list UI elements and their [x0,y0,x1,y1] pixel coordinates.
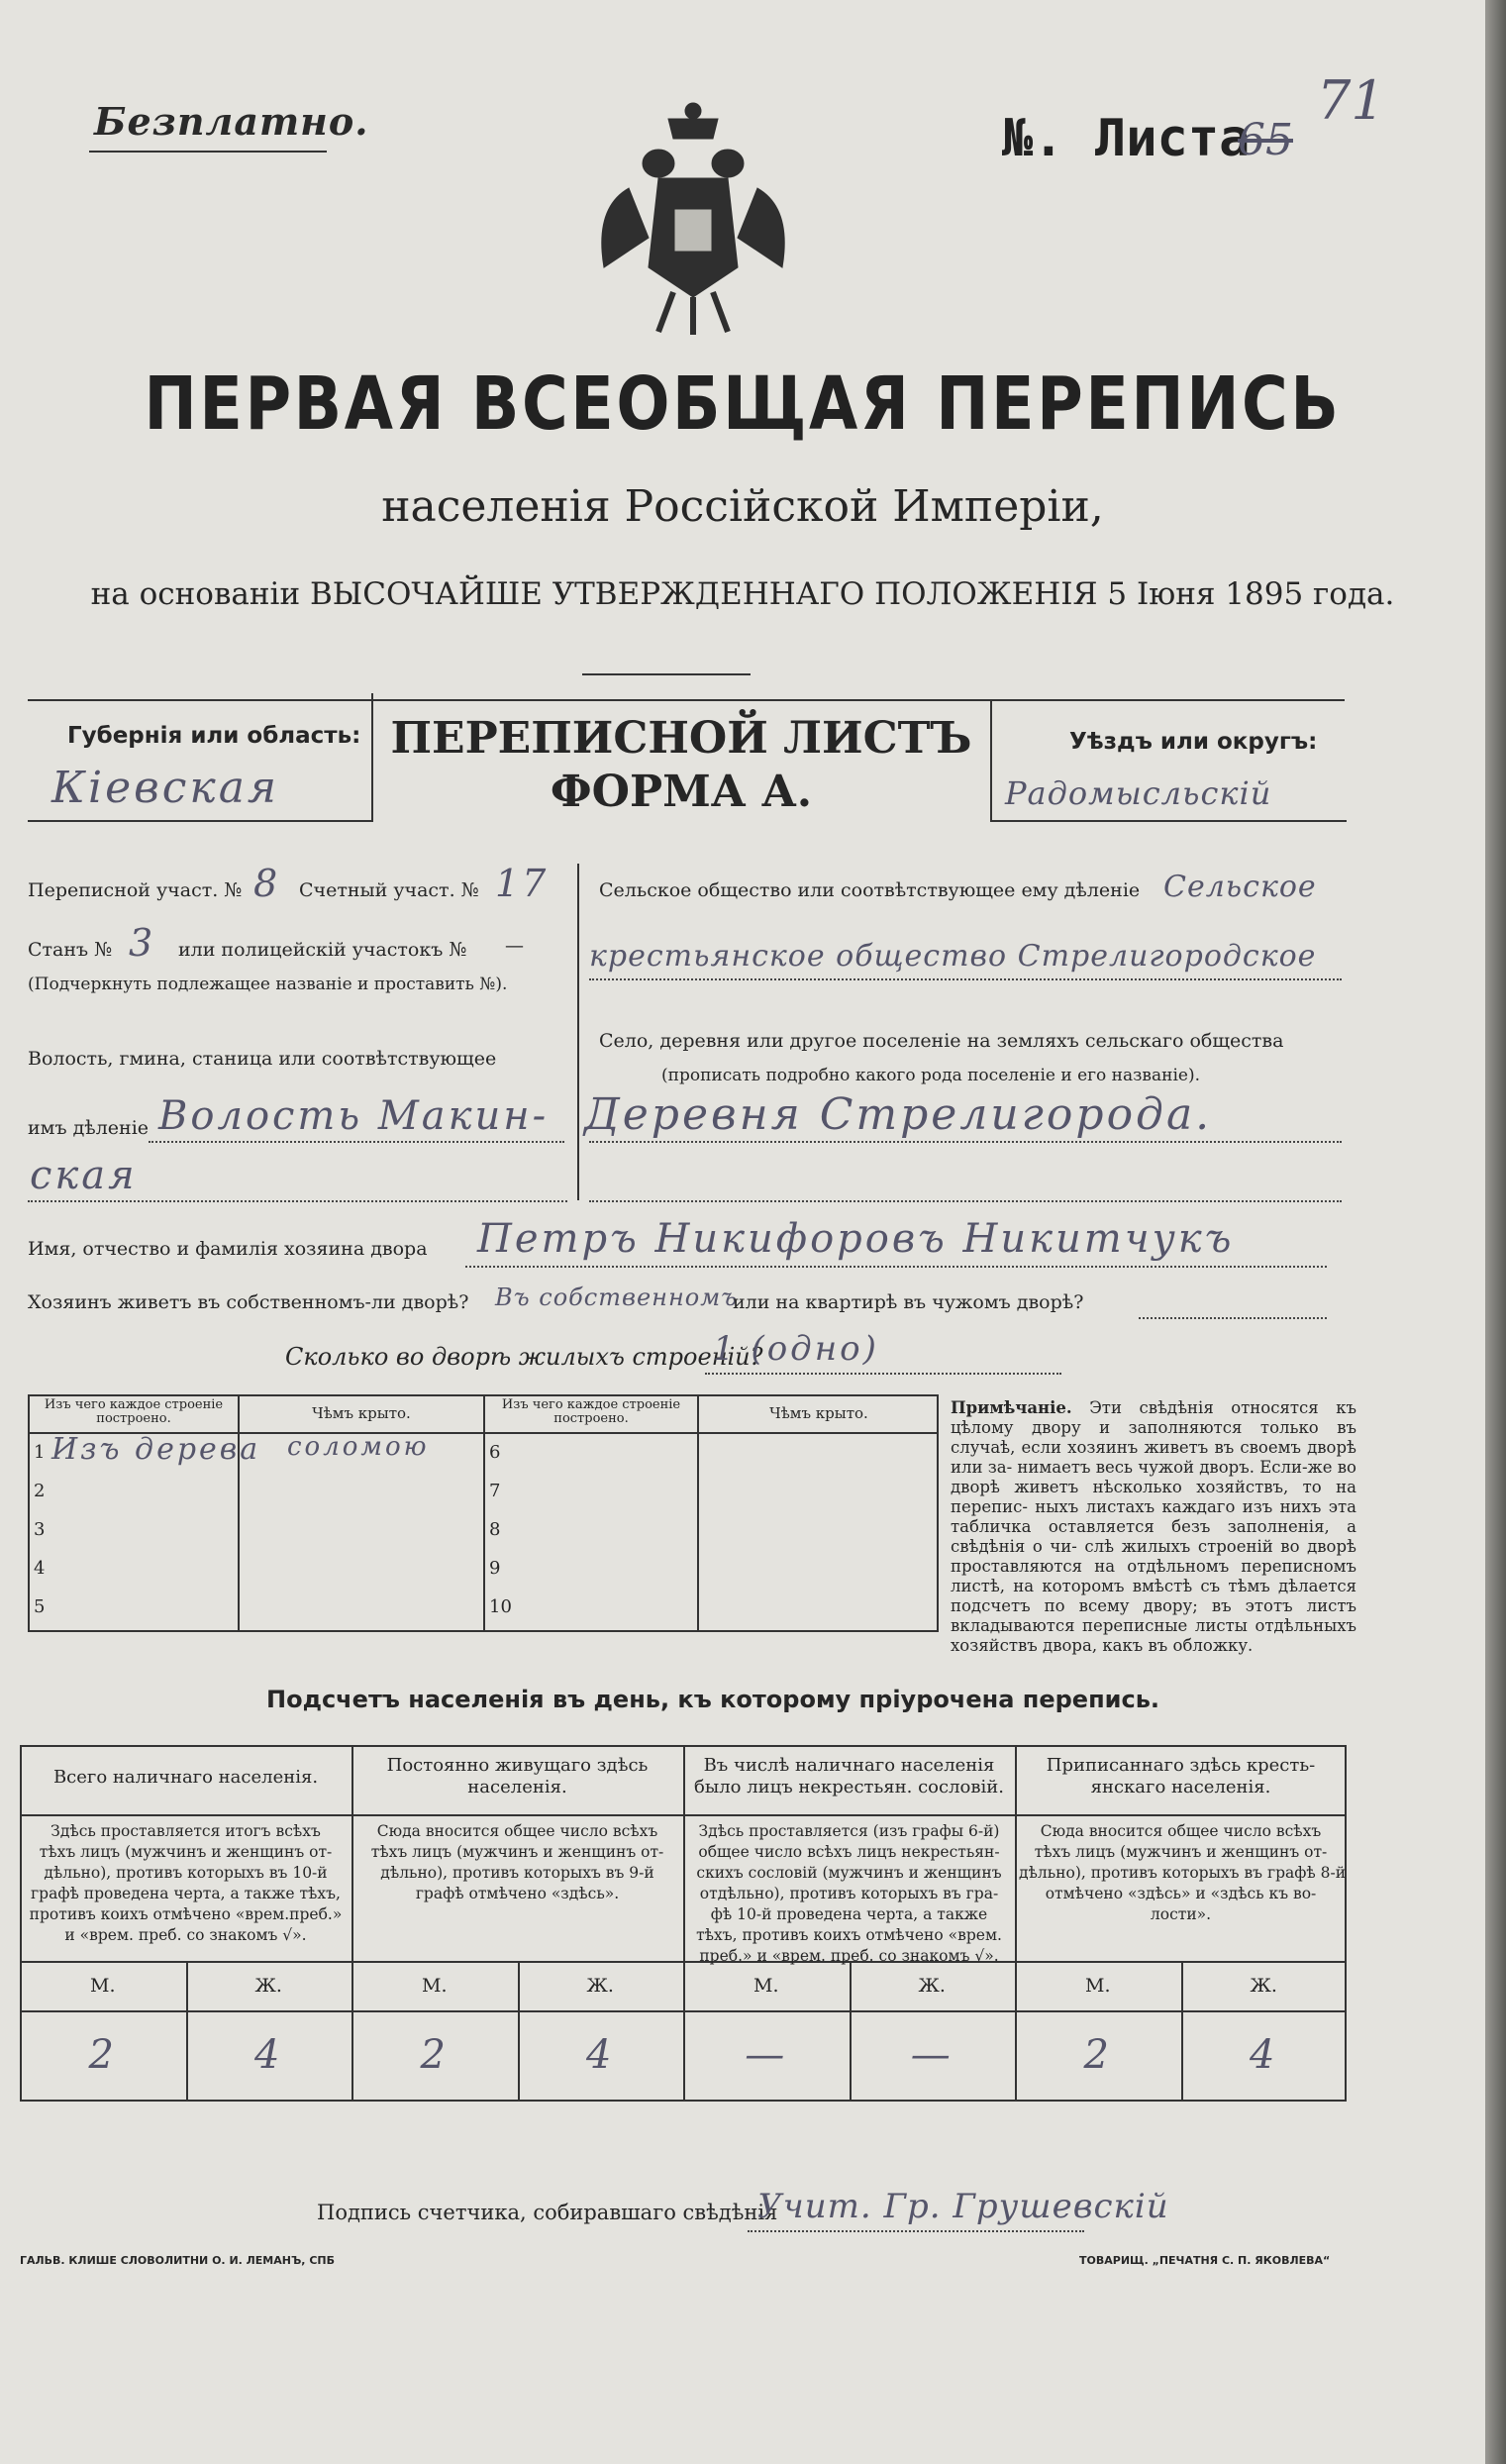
ornament-divider [582,673,751,675]
printer-left: ГАЛЬВ. КЛИШЕ СЛОВОЛИТНИ О. И. ЛЕМАНЪ, СПБ [20,2254,335,2267]
village-value: Деревня Стрелигорода. [584,1089,1213,1140]
note-line: отдѣльныхъ хозяйствъ двора, какъ въ обложку. [951,1616,1357,1655]
count-f-label: Ж. [254,1975,282,1997]
count-col-desc: Здѣсь проставляется (изъ графы 6-й) [698,1822,1000,1840]
note-line: если хозяинъ живетъ въ своемъ дворѣ или за- [951,1438,1356,1477]
count-col-head: Приписаннаго здѣсь кресть- [1046,1755,1316,1776]
stan-value: 3 [129,921,156,965]
owner-name-value: Петръ Никифоровъ Никитчукъ [477,1216,1235,1262]
count-col-desc: графѣ проведена черта, а также тѣхъ, [31,1885,341,1902]
buildings-value: 1 (одно) [713,1329,879,1369]
note-line: цѣлому двору и заполняются только въ случаѣ, [951,1418,1356,1457]
note-line: въ этотъ листъ вкладываются переписные листы [951,1596,1356,1635]
note-text [951,1398,1356,1655]
volost-value-2: ская [30,1153,138,1198]
sign-value: Учит. Гр. Грушевскій [757,2187,1169,2226]
count-m-label: М. [1085,1975,1111,1997]
printer-right: ТОВАРИЩ. „ПЕЧАТНЯ С. П. ЯКОВЛЕВА“ [1079,2254,1331,2267]
count-m-label: М. [90,1975,116,1997]
count-f-value: 4 [1250,2032,1278,2078]
count-col-desc: Сюда вносится общее число всѣхъ [1040,1822,1322,1840]
society-value-1: Сельское [1163,870,1317,904]
count-col-desc: дѣльно), противъ которыхъ въ 9-й [380,1864,654,1882]
underline-note: (Подчеркнуть подлежащее названіе и проставить №). [28,975,508,994]
police-label: или полицейскій участокъ № [178,939,467,961]
count-col-desc: дѣльно), противъ которыхъ въ графѣ 8-й [1019,1864,1347,1882]
bt-col-2 [483,1394,485,1632]
bt-row-number: 6 [489,1442,501,1463]
count-col-head: Въ числѣ наличнаго населенія [703,1755,995,1776]
free-underline [89,151,327,153]
count-f-label: Ж. [586,1975,614,1997]
gubernia-label: Губернія или область: [67,723,361,749]
bt-col-3 [697,1394,699,1632]
schetny-label: Счетный участ. № [299,879,479,901]
gubernia-value: Кіевская [51,763,280,813]
volost-line-2 [28,1200,567,1202]
volost-label-2: имъ дѣленіе [28,1117,150,1139]
bt-col-1 [238,1394,240,1632]
count-f-value: 4 [254,2032,283,2078]
count-f-value: 4 [586,2032,615,2078]
village-label: Село, деревня или другое поселеніе на земляхъ сельскаго общества [599,1030,1284,1052]
form-box-div-right [990,699,992,822]
note [951,1398,1356,1656]
rent-label: или на квартирѣ въ чужомъ дворѣ? [733,1291,1084,1313]
sheet-no-value: 65 [1238,115,1293,165]
note-line: слѣ жилыхъ строеній во дворѣ проставляются [951,1537,1356,1576]
page-edge [1485,0,1506,2464]
owner-name-line [465,1266,1327,1268]
bt-row-number: 4 [34,1558,46,1579]
form-type: ФОРМА А. [550,767,813,817]
sheet-no-label: №. Листа [1002,109,1251,168]
bt-row-number: 1 [34,1442,46,1463]
bt-row-number: 3 [34,1519,46,1540]
village-note: (прописать подробно какого рода поселеніе и его названіе). [661,1066,1200,1085]
volost-value-1: Волость Макин- [158,1093,550,1139]
volost-label-1: Волость, гмина, станица или соотвѣтствующее [28,1048,497,1070]
count-col-head: янскаго населенія. [1090,1777,1271,1797]
bt-row-number: 10 [489,1596,512,1617]
volost-line-1 [149,1141,564,1143]
buildings-line [705,1373,1061,1375]
buildings-label: Сколько во дворѣ жилыхъ строеній? [285,1343,763,1371]
count-col-desc: дѣльно), противъ которыхъ въ 10-й [44,1864,328,1882]
village-line-1 [589,1141,1342,1143]
subtitle: населенія Россійской Имперіи, [381,481,1104,532]
form-box-top [28,699,1345,701]
note-line: Эти свѣдѣнія относятся къ [1089,1398,1356,1417]
free-label: Безплатно. [94,99,369,144]
double-headed-eagle-icon [589,99,797,337]
bt-header-roof-right: Чѣмъ крыто. [769,1404,868,1422]
count-m-label: М. [422,1975,448,1997]
count-col-desc: отдѣльно), противъ которыхъ въ гра- [699,1885,999,1902]
lives-value: Въ собственномъ [495,1283,739,1311]
count-col-desc: противъ коихъ отмѣчено «врем.преб.» [29,1905,343,1923]
count-m-value: 2 [1083,2032,1112,2078]
rent-line [1139,1317,1327,1319]
count-title: Подсчетъ населенія въ день, къ которому пріурочена перепись. [266,1686,1159,1713]
village-line-2 [589,1200,1342,1202]
count-col-desc: лости». [1150,1905,1212,1923]
note-line: живетъ нѣсколько хозяйствъ, то на перепис- [951,1478,1356,1516]
bt-row-roof: соломою [287,1432,430,1462]
owner-name-label: Имя, отчество и фамилія хозяина двора [28,1238,428,1260]
count-col-head: населенія. [467,1777,567,1797]
society-value-2: крестьянское общество Стрелигородское [589,939,1317,974]
column-divider [577,864,579,1200]
bt-header-material-right: Изъ чего каждое строеніе построено. [501,1397,681,1426]
count-col-desc: Сюда вносится общее число всѣхъ [376,1822,658,1840]
count-col-desc: тѣхъ, противъ коихъ отмѣчено «врем. [696,1926,1002,1944]
schetny-value: 17 [495,862,550,905]
sign-label: Подпись счетчика, собиравшаго свѣдѣнія [317,2201,778,2224]
bt-header-roof-left: Чѣмъ крыто. [312,1404,411,1422]
uezd-label: Уѣздъ или округъ: [1069,729,1318,755]
count-col-desc: скихъ сословій (мужчинъ и женщинъ [696,1864,1002,1882]
bt-row-number: 2 [34,1481,46,1501]
sign-line [748,2230,1084,2232]
count-col-desc: Здѣсь проставляется итогъ всѣхъ [50,1822,321,1840]
form-box-bottom-right [990,820,1347,822]
count-f-value: — [910,2032,954,2078]
bt-row-number: 9 [489,1558,501,1579]
bt-row-material: Изъ дерева [51,1432,261,1467]
form-name: ПЕРЕПИСНОЙ ЛИСТЪ [390,713,972,764]
count-col-desc: преб.» и «врем. преб. со знакомъ √». [699,1947,999,1965]
note-line: ныхъ листахъ каждаго изъ нихъ эта табличка [951,1497,1356,1536]
count-col-desc: фѣ 10-й проведена черта, а также [710,1905,988,1923]
uchastok-label: Переписной участ. № [28,879,243,901]
count-f-label: Ж. [918,1975,946,1997]
note-line: нимаетъ весь чужой дворъ. Если-же во дворѣ [951,1458,1356,1496]
uezd-value: Радомысльскій [1005,774,1272,812]
lives-label: Хозяинъ живетъ въ собственномъ-ли дворѣ? [28,1291,469,1313]
count-m-value: — [745,2032,788,2078]
count-col-desc: тѣхъ лицъ (мужчинъ и женщинъ от- [1034,1843,1328,1861]
basis-line: на основаніи ВЫСОЧАЙШЕ УТВЕРЖДЕННАГО ПОЛОЖЕНІЯ 5 Іюня 1895 года. [90,576,1395,612]
main-title: ПЕРВАЯ ВСЕОБЩАЯ ПЕРЕПИСЬ [144,361,1342,447]
count-col-desc: тѣхъ лицъ (мужчинъ и женщинъ от- [370,1843,664,1861]
bt-header-material-left: Изъ чего каждое строеніе построено. [44,1397,224,1426]
bt-row-number: 5 [34,1596,46,1617]
count-m-value: 2 [420,2032,449,2078]
society-label: Сельское общество или соотвѣтствующее ему дѣленіе [599,879,1141,901]
police-value: — [505,935,524,957]
stan-label: Станъ № [28,939,113,961]
sheet-no-corrected: 71 [1317,69,1385,132]
bt-row-number: 7 [489,1481,501,1501]
count-f-label: Ж. [1250,1975,1277,1997]
count-m-label: М. [753,1975,779,1997]
count-col-desc: графѣ отмѣчено «здѣсь». [415,1885,620,1902]
count-col-desc: отмѣчено «здѣсь» и «здѣсь къ во- [1045,1885,1317,1902]
note-line: вмѣстѣ съ тѣмъ дѣлается подсчетъ по всему двору; [951,1577,1356,1615]
note-line: оставляется безъ заполненія, а свѣдѣнія о чи- [951,1517,1356,1556]
note-lead: Примѣчаніе. [951,1398,1072,1417]
count-col-desc: общее число всѣхъ лицъ некрестьян- [698,1843,1000,1861]
count-col-head: Постоянно живущаго здѣсь [386,1755,649,1776]
bt-row-number: 8 [489,1519,501,1540]
count-col-head: было лицъ некрестьян. сословій. [694,1777,1004,1797]
note-line: на отдѣльномъ переписномъ листѣ, на которомъ [951,1557,1356,1595]
count-col-desc: тѣхъ лицъ (мужчинъ и женщинъ от- [39,1843,333,1861]
count-col-desc: и «врем. преб. со знакомъ √». [64,1926,307,1944]
society-line [589,978,1342,980]
count-col-head: Всего наличнаго населенія. [52,1767,319,1788]
form-box-bottom-left [28,820,372,822]
count-m-value: 2 [88,2032,117,2078]
uchastok-value: 8 [253,862,281,905]
